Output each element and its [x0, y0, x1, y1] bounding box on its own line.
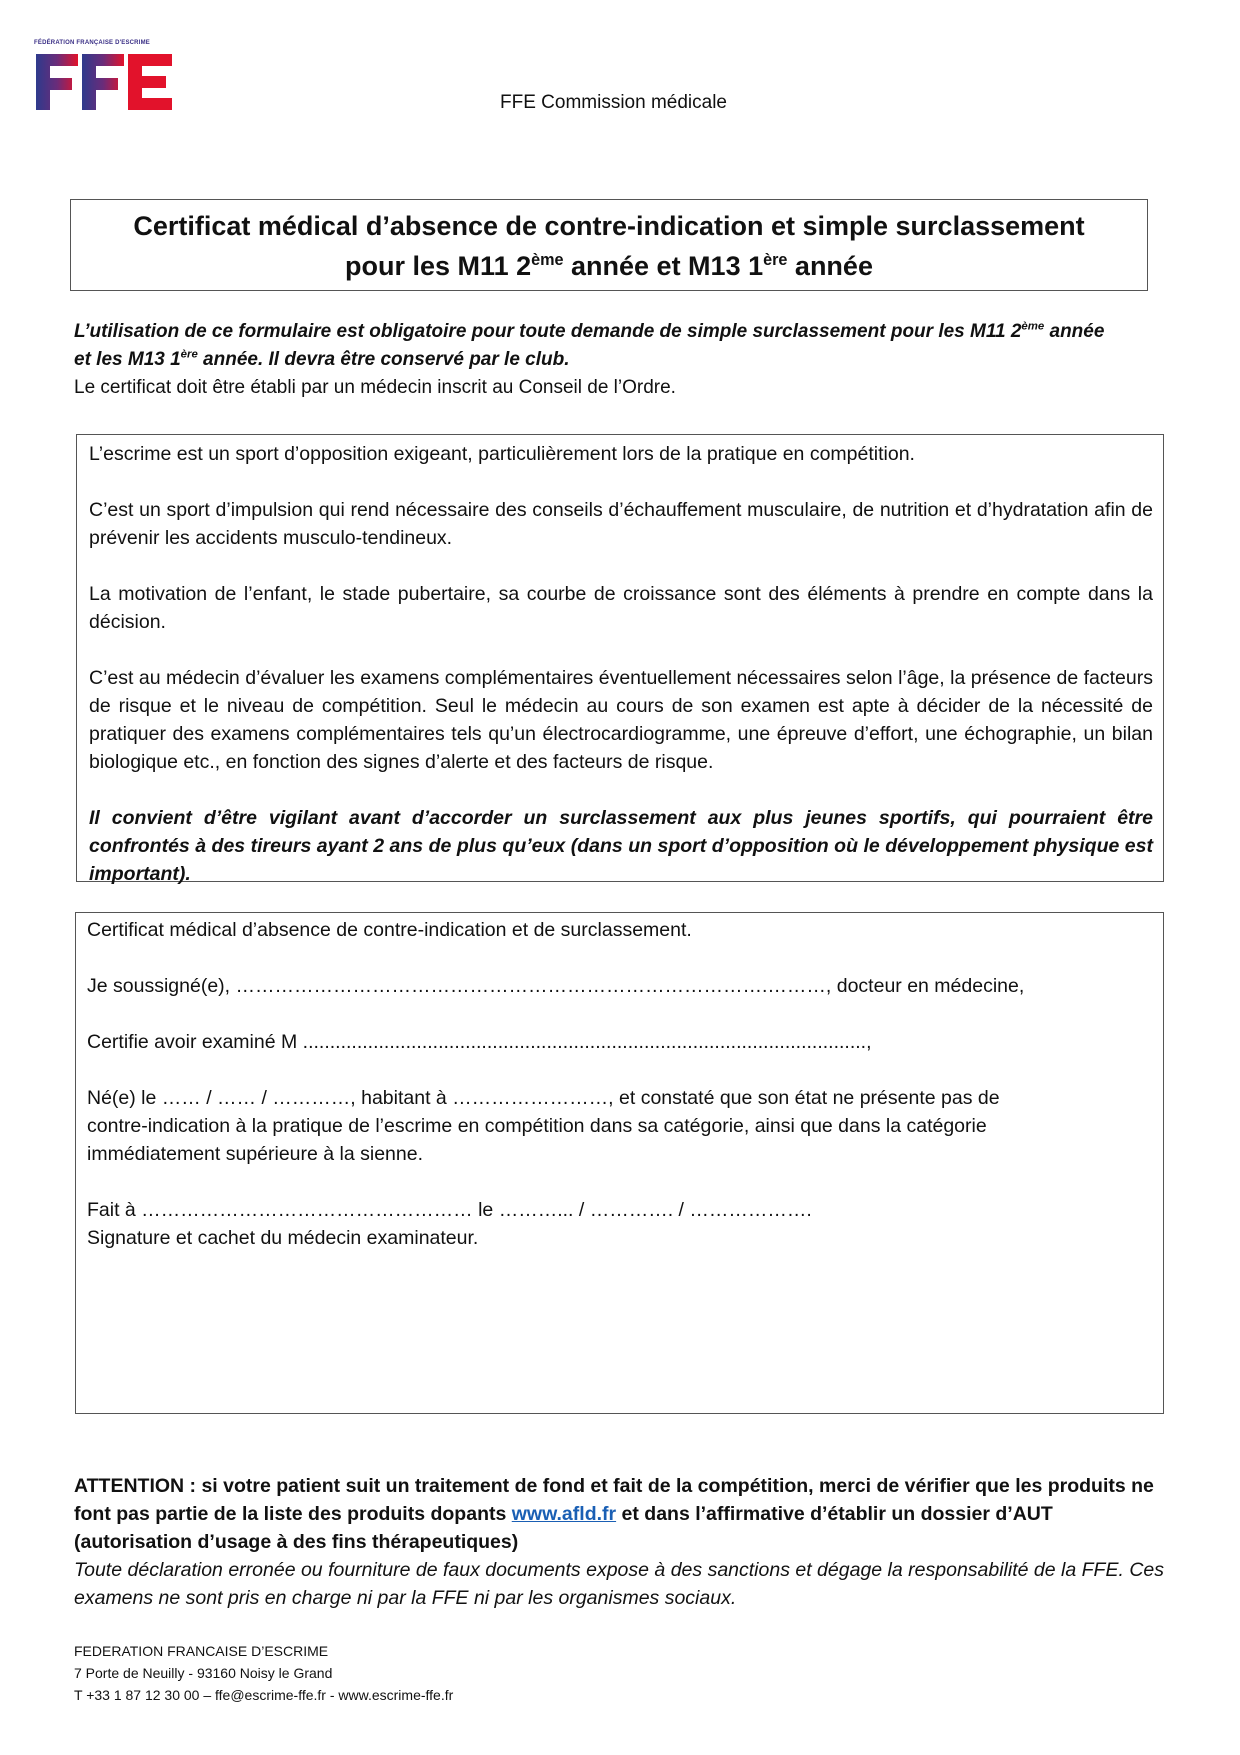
- info-paragraph: La motivation de l’enfant, le stade pubertaire, sa courbe de croissance sont des éléments à prendre en compte dans la décision.: [89, 583, 1153, 633]
- place-date-field[interactable]: Fait à …………………………………………… le ………... / …………. / ……………….: [87, 1199, 812, 1221]
- info-box: [76, 434, 1164, 885]
- doctor-name-field[interactable]: Je soussigné(e), ……………………………………………………………………….………, docteur en médecine,: [87, 975, 1025, 997]
- ffe-logo-mark: [34, 50, 174, 114]
- document-title: [70, 199, 1148, 291]
- attention-notice: [74, 1472, 1164, 1612]
- header-title: FFE Commission médicale: [500, 92, 727, 113]
- certificate-heading: Certificat médical d’absence de contre-indication et de surclassement.: [87, 919, 692, 941]
- info-paragraph: L’escrime est un sport d’opposition exigeant, particulièrement lors de la pratique en compétition.: [89, 443, 915, 465]
- certificate-text: contre-indication à la pratique de l’escrime en compétition dans sa catégorie, ainsi que dans la catégorie: [87, 1115, 987, 1137]
- info-warning-paragraph: Il convient d’être vigilant avant d’accorder un surclassement aux plus jeunes sportifs, qui pourraient être confrontés à des tireurs ayant 2 ans de plus qu’eux (dans un sport d’opposition où le développement physique est important).: [89, 807, 1153, 885]
- intro-text: [74, 318, 1174, 402]
- logo-caption: FÉDÉRATION FRANÇAISE D'ESCRIME: [34, 40, 150, 46]
- signature-label: Signature et cachet du médecin examinateur.: [87, 1227, 479, 1249]
- afld-link[interactable]: www.afld.fr: [511, 1503, 617, 1525]
- footer-org: FEDERATION FRANCAISE D’ESCRIME: [74, 1643, 329, 1659]
- info-paragraph: C’est au médecin d’évaluer les examens complémentaires éventuellement nécessaires selon l’âge, la présence de facteurs de risque et le niveau de compétition. Seul le médecin au cours de son examen est apte à décider de la nécessité de pratiquer des examens complémentaires tels qu’un électrocardiogramme, une épreuve d’effort, une échographie, un bilan biologique etc., en fonction des signes d’alerte et des facteurs de risque.: [89, 667, 1153, 773]
- footer: [74, 1640, 453, 1706]
- footer-contact: T +33 1 87 12 30 00 – ffe@escrime-ffe.fr - www.escrime-ffe.fr: [74, 1687, 454, 1703]
- birthdate-address-field[interactable]: Né(e) le …… / …… / …………, habitant à ……………………, et constaté que son état ne présente pas de: [87, 1087, 1000, 1109]
- certificate-form: [75, 912, 1164, 1414]
- ffe-logo: [34, 40, 174, 116]
- title-line-2: pour les M11 2ème année et M13 1ère année: [345, 251, 873, 281]
- attention-text: ATTENTION : si votre patient suit un traitement de fond et fait de la compétition, merci de vérifier que les produits ne font pas partie de la liste des produits dopants www.afld.fr et dans l’affirmative d’établir un dossier d’AUT (autorisation d’usage à des fins thérapeutiques): [74, 1475, 1154, 1553]
- intro-doctor-note: Le certificat doit être établi par un médecin inscrit au Conseil de l’Ordre.: [74, 377, 676, 398]
- certificate-text: immédiatement supérieure à la sienne.: [87, 1143, 424, 1165]
- patient-name-field[interactable]: Certifie avoir examiné M ........................................................................................................,: [87, 1031, 872, 1053]
- intro-mandatory-note: L’utilisation de ce formulaire est obligatoire pour toute demande de simple surclassement pour les M11 2ème année et les M13 1ère année. Il devra être conservé par le club.: [74, 320, 1105, 370]
- footer-address: 7 Porte de Neuilly - 93160 Noisy le Grand: [74, 1665, 333, 1681]
- info-paragraph: C’est un sport d’impulsion qui rend nécessaire des conseils d’échauffement musculaire, de nutrition et d’hydratation afin de prévenir les accidents musculo-tendineux.: [89, 499, 1153, 549]
- title-line-1: Certificat médical d’absence de contre-indication et simple surclassement: [133, 211, 1085, 241]
- legal-disclaimer: Toute déclaration erronée ou fourniture de faux documents expose à des sanctions et dégage la responsabilité de la FFE. Ces examens ne sont pris en charge ni par la FFE ni par les organismes sociaux.: [74, 1559, 1164, 1609]
